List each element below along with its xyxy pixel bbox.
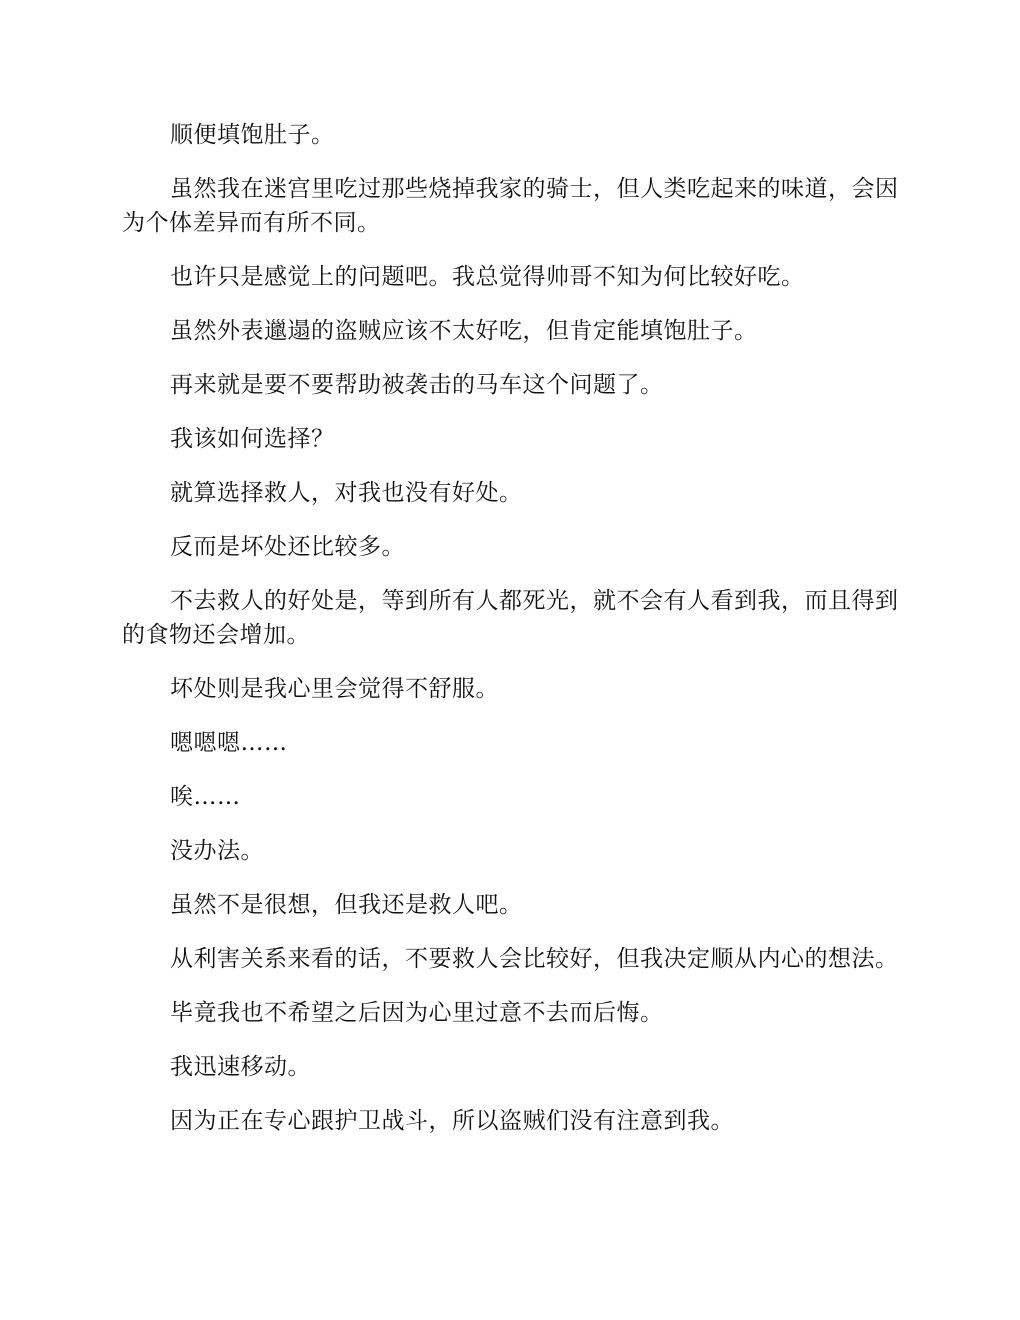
paragraph: 也许只是感觉上的问题吧。我总觉得帅哥不知为何比较好吃。 [170, 264, 805, 290]
paragraph: 顺便填饱肚子。 [170, 122, 335, 148]
document-page [122, 118, 900, 1158]
paragraph: 没办法。 [170, 838, 264, 864]
paragraph: 嗯嗯嗯…… [170, 730, 288, 756]
paragraph: 因为正在专心跟护卫战斗，所以盗贼们没有注意到我。 [170, 1108, 734, 1134]
paragraph: 就算选择救人，对我也没有好处。 [170, 480, 523, 506]
paragraph: 反而是坏处还比较多。 [170, 534, 405, 560]
paragraph: 再来就是要不要帮助被袭击的马车这个问题了。 [170, 372, 664, 398]
paragraph: 我迅速移动。 [170, 1054, 311, 1080]
paragraph: 从利害关系来看的话，不要救人会比较好，但我决定顺从内心的想法。 [170, 946, 899, 972]
paragraph: 虽然外表邋遢的盗贼应该不太好吃，但肯定能填饱肚子。 [170, 318, 758, 344]
paragraph: 坏处则是我心里会觉得不舒服。 [170, 676, 499, 702]
paragraph: 不去救人的好处是，等到所有人都死光，就不会有人看到我，而且得到的食物还会增加。 [122, 588, 899, 648]
paragraph: 虽然我在迷宫里吃过那些烧掉我家的骑士，但人类吃起来的味道，会因为个体差异而有所不同。 [122, 176, 899, 236]
paragraph: 我该如何选择？ [170, 426, 335, 452]
paragraph: 唉…… [170, 784, 241, 810]
paragraph: 虽然不是很想，但我还是救人吧。 [170, 892, 523, 918]
paragraph: 毕竟我也不希望之后因为心里过意不去而后悔。 [170, 1000, 664, 1026]
